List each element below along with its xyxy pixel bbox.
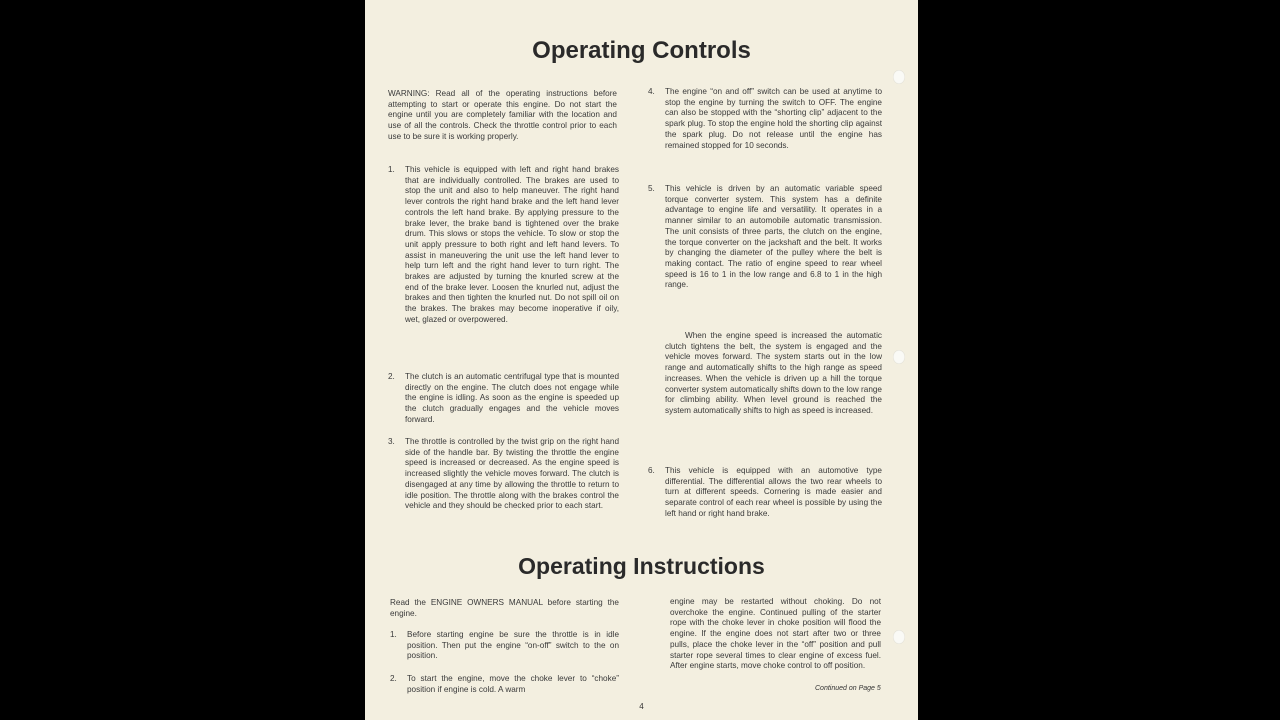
control-item-1	[388, 165, 619, 326]
item-text: The clutch is an automatic centrifugal type that is mounted directly on the engine. The clutch does not engage while the engine is idling. As soon as the engine is speeded up the clutch gradually engages and the vehicle moves forward.	[405, 372, 619, 424]
instructions-continued-text: engine may be restarted without choking. Do not overchoke the engine. Continued pulling of the starter rope with the choke lever in choke position will flood the engine. If the engine does not start after two or three pulls, place the choke lever in the “off” position and pull starter rope several times to clear engine of excess fuel. After engine starts, move choke control to off position.	[670, 597, 881, 671]
item-number: 5.	[648, 184, 655, 193]
manual-page	[365, 0, 918, 720]
instruction-item-2	[390, 674, 619, 695]
control-item-4	[648, 87, 882, 151]
item-number: 1.	[390, 630, 397, 639]
warning-paragraph: WARNING: Read all of the operating instructions before attempting to start or operate this engine. Do not start the engine until you are completely familiar with the location and use of all the controls. Check the throttle control prior to each use to be sure it is working properly.	[388, 89, 617, 141]
item-text: This vehicle is equipped with an automotive type differential. The differential allows the two rear wheels to turn at different speeds. Cornering is made easier and separate control of each rear wheel is possible by using the left hand or right hand brake.	[665, 466, 882, 518]
control-item-6	[648, 466, 882, 520]
item-text: This vehicle is driven by an automatic variable speed torque converter system. This system has a definite advantage to engine life and versatility. It operates in a manner similar to an automobile automatic transmission. The unit consists of three parts, the clutch on the engine, the torque converter on the jackshaft and the belt. It works by changing the diameter of the pulley where the belt is making contact. The ratio of engine speed to rear wheel speed is 16 to 1 in the low range and 6.8 to 1 in the high range.	[665, 184, 882, 290]
continued-note: Continued on Page 5	[815, 685, 881, 692]
item-number: 6.	[648, 466, 655, 475]
item-number: 2.	[388, 372, 395, 381]
control-item-5	[648, 184, 882, 291]
control-item-3	[388, 437, 619, 512]
binder-hole	[893, 350, 905, 364]
item-text: When the engine speed is increased the automatic clutch tightens the belt, the system is engaged and the vehicle moves forward. The system starts out in the low range and automatically shifts to the high range as speed increases. When the vehicle is driven up a hill the torque converter system automatically shifts down to the low range for climbing ability. When level ground is reached the system automatically shifts to high as speed is increased.	[665, 331, 882, 415]
item-text: The engine “on and off” switch can be used at anytime to stop the engine by turning the switch to OFF. The engine can also be stopped with the “shorting clip” adjacent to the spark plug. To stop the engine hold the shorting clip against the spark plug. Do not release until the engine has remained stopped for 10 seconds.	[665, 87, 882, 150]
item-number: 4.	[648, 87, 655, 96]
page-number: 4	[639, 702, 644, 711]
item-text: The throttle is controlled by the twist grip on the right hand side of the handle bar. By twisting the throttle the engine speed is increased or decreased. As the engine speed is increased slightly the vehicle moves forward. The clutch is disengaged at any time by allowing the throttle to return to idle position. The throttle along with the brakes control the vehicle and they should be checked prior to each start.	[405, 437, 619, 511]
binder-hole	[893, 70, 905, 84]
instruction-item-1	[390, 630, 619, 662]
item-text: To start the engine, move the choke lever to “choke” position if engine is cold. A warm	[407, 674, 619, 694]
item-number: 2.	[390, 674, 397, 683]
item-text: This vehicle is equipped with left and right hand brakes that are individually controlled. The brakes are used to stop the unit and also to help maneuver. The right hand lever controls the right hand brake and the left hand lever controls the left hand brake. By applying pressure to the brake lever, the brake band is tightened over the brake drum. This slows or stops the vehicle. To slow or stop the unit apply pressure to both right and left hand levers. To assist in maneuvering the unit use the left hand lever to help turn left and the right hand lever to turn right. The brakes are adjusted by turning the knurled screw at the end of the brake lever. Loosen the knurled nut, adjust the brakes and then tighten the knurled nut. Do not spill oil on the brakes. The brakes may become inoperative if oily, wet, glazed or overpowered.	[405, 165, 619, 324]
item-number: 3.	[388, 437, 395, 446]
control-item-2	[388, 372, 619, 426]
instructions-intro: Read the ENGINE OWNERS MANUAL before starting the engine.	[390, 598, 619, 618]
page-title: Operating Controls	[532, 37, 751, 64]
control-item-5-continued	[648, 331, 882, 417]
binder-hole	[893, 630, 905, 644]
section-title: Operating Instructions	[518, 553, 765, 579]
item-number: 1.	[388, 165, 395, 174]
item-text: Before starting engine be sure the throttle is in idle position. Then put the engine “on-off” switch to the on position.	[407, 630, 619, 661]
